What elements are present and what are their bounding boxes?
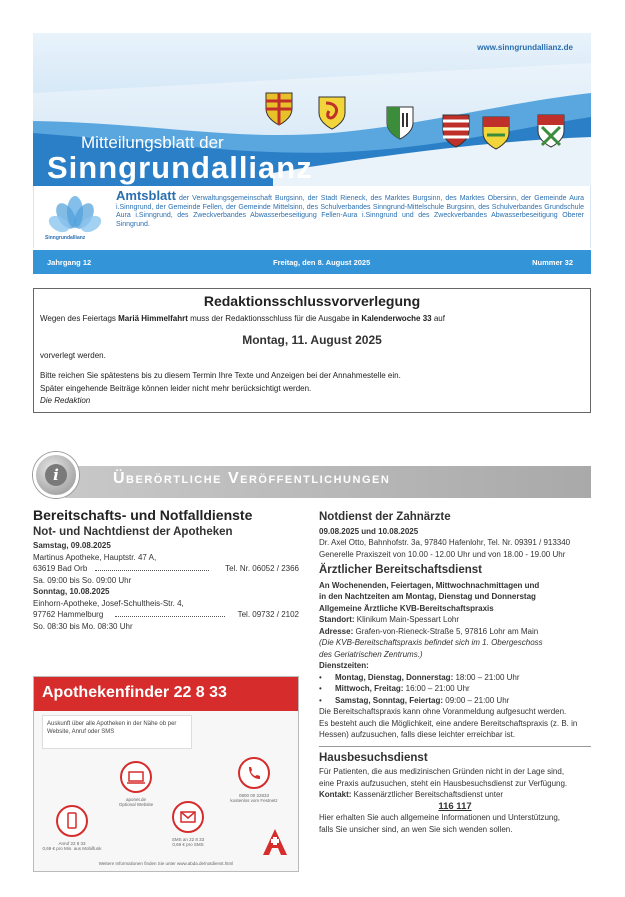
ad-caption-text: 0,69 € pro Min. aus Mobilfunk: [42, 846, 102, 851]
pharmacy2-time: So. 08:30 bis Mo. 08:30 Uhr: [33, 621, 133, 631]
dienstzeit-3: [319, 695, 591, 707]
pharmacy1-city: 63619 Bad Orb: [33, 564, 88, 573]
ad-tel-caption: [224, 793, 284, 803]
amtsblatt-text: [116, 188, 584, 229]
issue-bar: [33, 250, 591, 274]
info-icon: [33, 452, 79, 498]
dz2-label: Mittwoch, Freitag:: [335, 684, 404, 693]
amtsblatt-label: Amtsblatt: [116, 188, 176, 203]
kontakt-label: Kontakt:: [319, 790, 352, 799]
pharmacy2-name: Einhorn-Apotheke, Josef-Schultheis-Str. 4,: [33, 598, 184, 608]
pharmacy-day2: Sonntag, 10.08.2025: [33, 587, 110, 596]
notice-text: muss der Redaktionsschluss für die Ausgabe: [187, 314, 353, 323]
emergency-heading: Bereitschafts- und Notfalldienste: [33, 507, 253, 523]
bullet: •: [319, 695, 322, 705]
arzt-bold1: An Wochenenden, Feiertagen, Mittwochnachmittagen und: [319, 580, 540, 590]
standort-label: Standort:: [319, 615, 355, 624]
dienstzeiten-label: Dienstzeiten:: [319, 661, 369, 670]
crest-4-icon: [441, 113, 471, 149]
adresse-label: Adresse:: [319, 626, 354, 636]
pharmacy2-city: 97762 Hammelburg: [33, 610, 104, 619]
header-subtitle: Mitteilungsblatt der: [81, 133, 224, 152]
standort-value: Klinikum Main-Spessart Lohr: [354, 615, 460, 624]
pharmacy-heading: Not- und Nachtdienst der Apotheken: [33, 525, 233, 538]
haus-line1: Für Patienten, die aus medizinischen Gründen nicht in der Lage sind,: [319, 767, 565, 776]
crest-2-icon: [317, 95, 347, 131]
info-letter: i: [45, 464, 67, 486]
ad-caption-text: aponet.de: [125, 797, 147, 802]
arzt-note2: des Geriatrischen Zentrums.): [319, 649, 423, 659]
ad-caption-text: 0800 00 22833: [238, 793, 270, 798]
kontakt-value: Kassenärztlicher Bereitschaftsdienst unter: [351, 790, 504, 799]
apotheke-a-icon: [260, 827, 290, 857]
dentist-dates: 09.08.2025 und 10.08.2025: [319, 526, 419, 536]
sms-icon: [172, 801, 204, 833]
dentist-heading: Notdienst der Zahnärzte: [319, 511, 451, 523]
issue-number: Nummer 32: [532, 258, 573, 267]
standort-line: [319, 614, 591, 626]
arzt-para2a: Es besteht auch die Möglichkeit, eine andere Bereitschaftspraxis (z. B. in: [319, 718, 578, 728]
ad-caption-text: SMS an 22 8 33: [171, 837, 205, 842]
dentist-line2: Generelle Praxiszeit von 10.00 - 12.00 Uhr und von 18.00 - 19.00 Uhr: [319, 549, 566, 559]
haus-line3: Hier erhalten Sie auch allgemeine Informationen und Unterstützung,: [319, 813, 561, 822]
haus-heading: Hausbesuchsdienst: [319, 751, 428, 764]
dentist-line1: Dr. Axel Otto, Bahnhofstr. 3a, 97840 Hafenlohr, Tel. Nr. 09391 / 913340: [319, 538, 571, 547]
notice-text: auf: [431, 314, 445, 323]
hotline-number[interactable]: 116 117: [438, 800, 472, 812]
amtsblatt-body: der Verwaltungsgemeinschaft Burgsinn, der Stadt Rieneck, des Marktes Burgsinn, des Marktes Obersinn, der Gemeinde Aura i.Sinngrund, der Gemeinde Fellen, der Gemeinde Mittelsinn, des Schulverbandes Sinngrund-Mittelschule Burgsinn, des Schulverbandes Grundschule Aura i.Sinngrund, des Zweckverbandes Abwasserbeseitigung Fellen-Aura i.Sinngrund und des Zweckverbandes Abwasserbeseitigung Oberer Sinngrund.: [116, 195, 584, 228]
adresse-line: [319, 626, 591, 638]
arzt-bold3: Allgemeine Ärztliche KVB-Bereitschaftspraxis: [319, 603, 494, 613]
pharmacy1-time: Sa. 09:00 bis So. 09:00 Uhr: [33, 575, 132, 585]
pharmacy2-line: [33, 609, 299, 621]
notice-line4: Später eingehende Beiträge können leider nicht mehr berücksichtigt werden.: [40, 384, 312, 393]
arzt-para2b: Hessen) aufzusuchen, falls diese leichter erreichbar ist.: [319, 730, 516, 739]
ad-caption-text: Optional Website: [118, 802, 154, 807]
haus-line4: falls Sie unsicher sind, an wen Sie sich wenden sollen.: [319, 824, 513, 834]
dienstzeit-2: [319, 683, 591, 695]
arzt-note1: (Die KVB-Bereitschaftspraxis befindet sich im 1. Obergeschoss: [319, 638, 543, 647]
crest-3-icon: [385, 105, 415, 141]
issue-date: Freitag, den 8. August 2025: [273, 258, 371, 267]
dz3-label: Samstag, Sonntag, Feiertag:: [335, 695, 444, 705]
dz2-value: 16:00 – 21:00 Uhr: [403, 684, 470, 693]
laptop-icon: [120, 761, 152, 793]
notice-date: Montag, 11. August 2025: [242, 333, 382, 347]
dz1-label: Montag, Dienstag, Donnerstag:: [335, 672, 454, 682]
ad-caption-text: 0,69 € pro SMS: [172, 842, 204, 847]
dz1-value: 18:00 – 21:00 Uhr: [453, 672, 520, 682]
header-title: Sinngrundallianz: [47, 150, 313, 185]
crest-5-icon: [481, 115, 511, 151]
section-banner: [33, 452, 591, 498]
website-url[interactable]: www.sinngrundallianz.de: [477, 43, 573, 52]
ad-call-caption: [42, 841, 102, 851]
notice-line2: vorverlegt werden.: [40, 351, 106, 360]
arzt-bold2: in den Nachtzeiten am Montag, Dienstag und Donnerstag: [319, 592, 536, 601]
notice-text: Wegen des Feiertags: [40, 314, 119, 323]
logo-text: Sinngrundallianz: [45, 235, 86, 241]
arzt-para1: Die Bereitschaftspraxis kann ohne Voranmeldung aufgesucht werden.: [319, 707, 567, 716]
section-title: Überörtliche Veröffentlichungen: [113, 470, 391, 487]
notice-box: [33, 288, 591, 413]
divider: [319, 746, 591, 747]
notice-week: in Kalenderwoche 33: [352, 314, 432, 323]
left-column: [33, 507, 299, 632]
dienstzeit-1: [319, 672, 591, 684]
dz3-value: 09:00 – 21:00 Uhr: [443, 695, 510, 705]
kontakt-line: [319, 789, 591, 801]
crest-6-icon: [536, 113, 566, 149]
haus-line2: eine Praxis aufzusuchen, steht ein Hausbesuchsdienst zur Verfügung.: [319, 778, 568, 788]
ad-caption-text: kostenlos vom Festnetz: [230, 798, 278, 803]
jahrgang: Jahrgang 12: [47, 258, 92, 267]
notice-line3: Bitte reichen Sie spätestens bis zu diesem Termin Ihre Texte und Anzeigen bei der Annahmestelle ein.: [40, 371, 401, 380]
mobile-icon: [56, 805, 88, 837]
bullet: •: [319, 672, 322, 682]
adresse-value: Grafen-von-Rieneck-Straße 5, 97816 Lohr am Main: [353, 626, 539, 636]
ad-caption-text: Anruf 22 8 33: [58, 841, 86, 846]
pharmacy1-name: Martinus Apotheke, Hauptstr. 47 A,: [33, 552, 157, 562]
ad-web-caption: [106, 797, 166, 807]
pharmacy1-line: [33, 563, 299, 575]
pharmacy-day1: Samstag, 09.08.2025: [33, 541, 111, 550]
phone-icon: [238, 757, 270, 789]
notice-signature: Die Redaktion: [40, 396, 91, 405]
notice-line1: [40, 314, 445, 323]
bullet: •: [319, 684, 322, 693]
crest-1-icon: [264, 91, 294, 127]
pharmacy2-tel: Tel. 09732 / 2102: [237, 610, 299, 619]
header-banner: [33, 33, 591, 186]
dot-leader: [95, 564, 209, 571]
apothekenfinder-ad[interactable]: [33, 676, 299, 872]
ad-footer[interactable]: Weitere Informationen finden Sie unter www.abda.de/notdienst.html: [98, 861, 234, 866]
pharmacy1-tel: Tel. Nr. 06052 / 2366: [225, 564, 299, 573]
amtsblatt-box: [33, 186, 591, 248]
ad-description: Auskunft über alle Apotheken in der Nähe ob per Website, Anruf oder SMS: [42, 715, 192, 749]
ad-header: [34, 677, 298, 711]
ad-sms-caption: [158, 837, 218, 847]
right-column: [319, 512, 591, 835]
ad-title: Apothekenfinder 22 8 33: [42, 684, 227, 701]
notice-holiday: Mariä Himmelfahrt: [118, 314, 188, 323]
arzt-heading: Ärztlicher Bereitschaftsdienst: [319, 564, 482, 576]
dot-leader: [115, 610, 225, 617]
notice-heading: Redaktionsschlussvorverlegung: [203, 293, 421, 309]
